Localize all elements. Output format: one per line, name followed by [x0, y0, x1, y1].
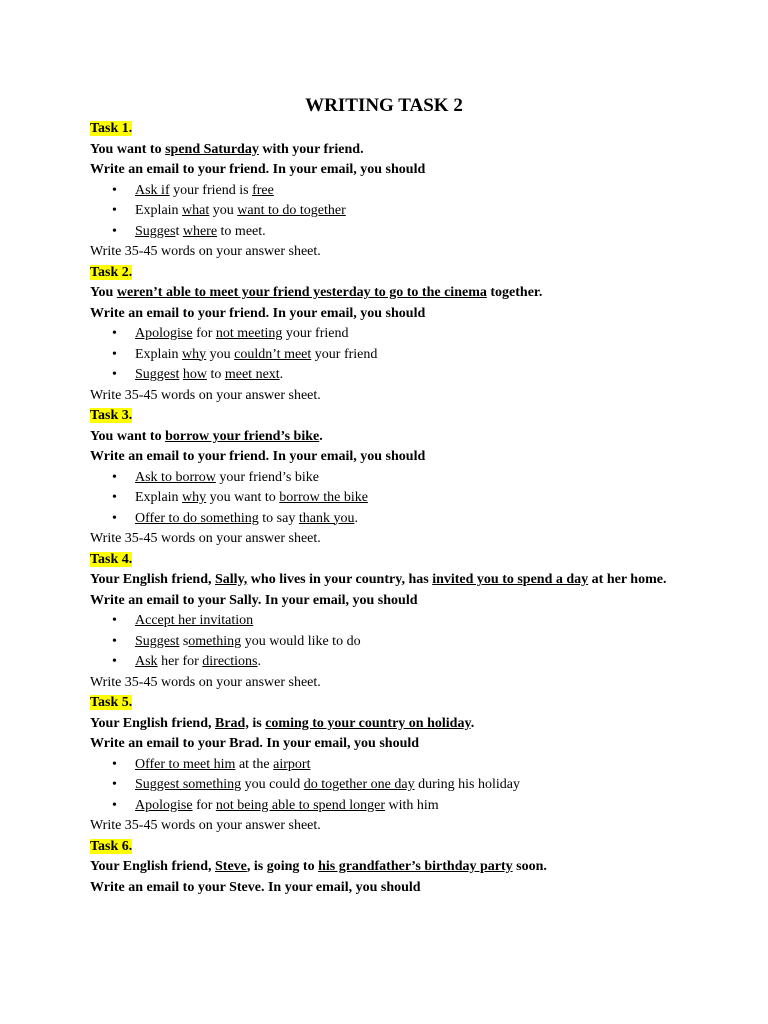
text-run: to meet. — [217, 223, 266, 239]
text-run: Your English friend, — [90, 859, 215, 874]
task-1 — [90, 119, 690, 263]
text-run: Explain — [135, 490, 183, 505]
bullet-item — [90, 468, 690, 489]
bullet-item — [90, 796, 690, 817]
underlined-text: Suggest — [135, 367, 180, 382]
text-run: who lives in your country, has — [247, 572, 433, 587]
text-run: her for — [157, 654, 203, 669]
task-label — [90, 119, 690, 140]
text-run: together. — [486, 285, 543, 300]
underlined-text: Apologise — [135, 797, 193, 813]
task-intro — [90, 283, 690, 304]
underlined-text: directions — [202, 654, 258, 669]
underlined-text: Ask if — [135, 182, 170, 198]
text-run: is — [248, 715, 266, 731]
underlined-text: Suggest something — [135, 777, 242, 792]
underlined-text: do together one day — [303, 777, 415, 792]
underlined-text: meet next — [224, 367, 280, 382]
bullet-icon: • — [112, 203, 117, 218]
underlined-text: why — [182, 346, 207, 362]
bullet-icon: • — [112, 346, 117, 362]
text-run: . — [470, 715, 475, 731]
underlined-text: Offer to do something — [135, 510, 259, 526]
text-run: to — [206, 367, 225, 382]
task-instruction: Write an email to your Sally. In your email, you should — [90, 592, 418, 608]
task-label-highlight: Task 5. — [90, 695, 133, 710]
text-run: you — [209, 203, 238, 218]
text-run: your friend — [282, 326, 349, 341]
task-bullets — [90, 181, 690, 243]
task-intro — [90, 570, 690, 591]
bullet-icon: • — [112, 367, 117, 382]
underlined-text: Ask to borrow — [135, 469, 216, 485]
underlined-text: borrow the bike — [279, 490, 368, 505]
text-run: during his holiday — [414, 777, 520, 792]
bullet-item — [90, 611, 690, 632]
underlined-text: Apologise — [135, 326, 193, 341]
bullet-item — [90, 222, 690, 243]
underlined-text: not being able to spend longer — [215, 797, 386, 813]
underlined-text: where — [182, 223, 218, 239]
task-6 — [90, 837, 690, 899]
underlined-text: Offer to meet him — [135, 756, 236, 772]
bullet-item — [90, 652, 690, 673]
text-run: , is going to — [246, 859, 319, 874]
task-intro — [90, 714, 690, 735]
bullet-item — [90, 201, 690, 222]
text-run: Explain — [135, 346, 183, 362]
bullet-icon: • — [112, 797, 117, 813]
underlined-text: weren’t able to meet your friend yesterday to go to the cinema — [116, 285, 487, 300]
task-label — [90, 550, 690, 571]
bullet-icon: • — [112, 654, 117, 669]
underlined-text: Ask — [135, 654, 158, 669]
text-run: your friend — [311, 346, 378, 362]
task-label-highlight: Task 4. — [90, 551, 133, 567]
underlined-text: Accept her invitation — [135, 613, 254, 628]
bullet-item — [90, 324, 690, 345]
task-label-highlight: Task 3. — [90, 408, 133, 423]
underlined-text: Steve — [215, 859, 247, 874]
text-run: soon. — [512, 859, 547, 874]
task-3 — [90, 406, 690, 550]
task-list — [90, 119, 690, 898]
text-run: for — [192, 326, 216, 341]
text-run: you could — [241, 777, 304, 792]
underlined-text: thank you — [298, 510, 355, 526]
bullet-item — [90, 365, 690, 386]
text-run: Your English friend, — [90, 715, 215, 731]
bullet-icon: • — [112, 182, 117, 198]
text-run: at her home. — [588, 572, 667, 587]
task-intro — [90, 857, 690, 878]
task-footer: Write 35-45 words on your answer sheet. — [90, 387, 321, 403]
underlined-text: Sugges — [135, 223, 176, 239]
underlined-text: what — [182, 203, 210, 218]
bullet-icon: • — [112, 633, 117, 649]
text-run: with your friend. — [258, 141, 364, 157]
underlined-text: invited you to spend a day — [432, 572, 589, 587]
bullet-icon: • — [112, 469, 117, 485]
text-run: . — [354, 510, 358, 526]
bullet-icon: • — [112, 613, 117, 628]
underlined-text: omething — [188, 633, 242, 649]
text-run: Explain — [135, 203, 183, 218]
text-run: . — [279, 367, 284, 382]
underlined-text: Sally, — [215, 572, 248, 587]
underlined-text: not meeting — [215, 326, 283, 341]
bullet-item — [90, 345, 690, 366]
task-label — [90, 837, 690, 858]
task-bullets — [90, 468, 690, 530]
task-instruction: Write an email to your friend. In your email, you should — [90, 162, 426, 177]
text-run: t — [175, 223, 183, 239]
task-instruction: Write an email to your friend. In your email, you should — [90, 305, 426, 321]
underlined-text: borrow your friend’s bike — [165, 428, 320, 444]
bullet-item — [90, 775, 690, 796]
bullet-icon: • — [112, 223, 117, 239]
task-label-highlight: Task 1. — [90, 121, 133, 136]
underlined-text: spend Saturday — [165, 141, 259, 157]
text-run: Your English friend, — [90, 572, 215, 587]
task-footer: Write 35-45 words on your answer sheet. — [90, 244, 321, 259]
underlined-text: Suggest — [135, 633, 180, 649]
underlined-text: how — [182, 367, 207, 382]
text-run: with him — [385, 797, 439, 813]
bullet-item — [90, 755, 690, 776]
task-label — [90, 263, 690, 284]
text-run: at the — [235, 756, 274, 772]
task-footer: Write 35-45 words on your answer sheet. — [90, 818, 321, 833]
task-label — [90, 406, 690, 427]
underlined-text: his grandfather’s birthday party — [318, 859, 513, 874]
task-bullets — [90, 755, 690, 817]
task-intro — [90, 140, 690, 161]
text-run: . — [319, 428, 323, 444]
text-run: you want to — [206, 490, 280, 505]
text-run: you would like to do — [241, 633, 361, 649]
underlined-text: want to do together — [237, 203, 346, 218]
task-5 — [90, 693, 690, 837]
task-label — [90, 693, 690, 714]
bullet-icon: • — [112, 756, 117, 772]
bullet-icon: • — [112, 326, 117, 341]
bullet-icon: • — [112, 510, 117, 526]
task-instruction: Write an email to your Steve. In your email, you should — [90, 879, 421, 895]
text-run: your friend is — [169, 182, 253, 198]
task-footer: Write 35-45 words on your answer sheet. — [90, 531, 321, 546]
text-run: . — [257, 654, 261, 669]
text-run: You want to — [90, 141, 166, 157]
task-label-highlight: Task 2. — [90, 264, 133, 280]
text-run: s — [179, 633, 189, 649]
task-2 — [90, 263, 690, 407]
underlined-text: airport — [273, 756, 311, 772]
bullet-item — [90, 181, 690, 202]
bullet-item — [90, 488, 690, 509]
bullet-item — [90, 632, 690, 653]
task-instruction: Write an email to your Brad. In your email, you should — [90, 736, 420, 751]
task-bullets — [90, 611, 690, 673]
task-bullets — [90, 324, 690, 386]
bullet-icon: • — [112, 490, 117, 505]
bullet-icon: • — [112, 777, 117, 792]
text-run: to say — [258, 510, 299, 526]
text-run: You — [90, 285, 117, 300]
text-run: your friend’s bike — [215, 469, 319, 485]
bullet-item — [90, 509, 690, 530]
text-run: You want to — [90, 428, 166, 444]
underlined-text: couldn’t meet — [234, 346, 312, 362]
document-title: WRITING TASK 2 — [305, 95, 463, 116]
text-run: for — [192, 797, 216, 813]
task-footer: Write 35-45 words on your answer sheet. — [90, 674, 321, 690]
task-4 — [90, 550, 690, 694]
underlined-text: coming to your country on holiday — [265, 715, 471, 731]
underlined-text: free — [252, 182, 274, 198]
task-label-highlight: Task 6. — [90, 838, 133, 854]
underlined-text: why — [182, 490, 207, 505]
task-instruction: Write an email to your friend. In your email, you should — [90, 449, 426, 464]
underlined-text: Brad, — [215, 715, 249, 731]
text-run: you — [206, 346, 235, 362]
task-intro — [90, 427, 690, 448]
